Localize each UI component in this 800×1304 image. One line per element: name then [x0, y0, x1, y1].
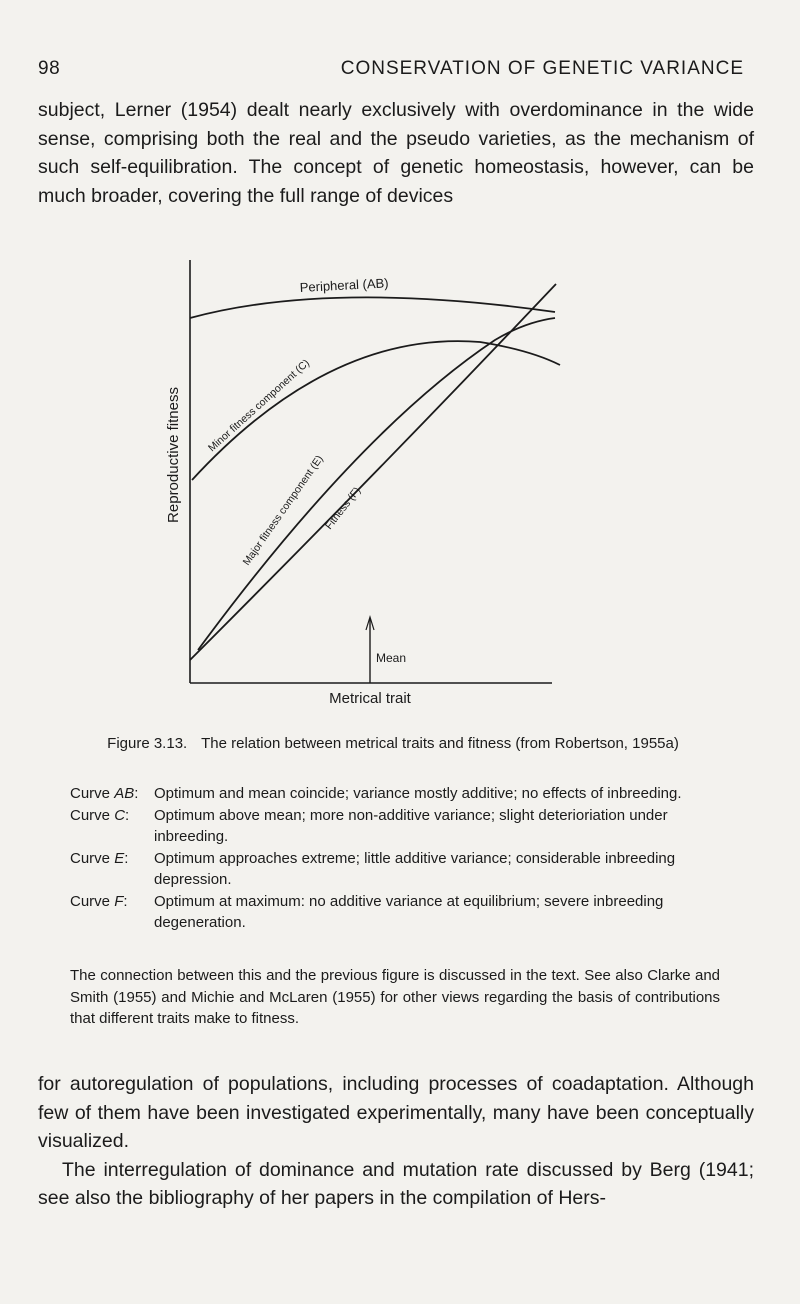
curve-note: Curve F: Optimum at maximum: no additive variance at equilibrium; severe inbreeding degeneration. — [70, 891, 720, 934]
running-header — [38, 58, 752, 86]
curve-e — [198, 318, 555, 650]
curve-ab — [190, 297, 555, 318]
curve-note-text: Optimum above mean; more non-additive variance; slight deterioriation under inbreeding. — [154, 806, 668, 845]
fitness-figure — [0, 255, 800, 705]
figure-caption-text: The relation between metrical traits and fitness (from Robertson, 1955a) — [201, 735, 679, 752]
figure-number: Figure 3.13. — [107, 735, 188, 752]
curve-note: Curve E: Optimum approaches extreme; little additive variance; considerable inbreeding depression. — [70, 848, 720, 891]
curve-note-label: Curve — [70, 806, 115, 824]
bottom-paragraph-1: for autoregulation of populations, including processes of coadaptation. Although few of them have been investigated experimentally, many have been conceptually visualized. — [38, 1073, 754, 1152]
curve-f-label: Fitness (F) — [322, 484, 364, 532]
curve-note-id: C — [114, 806, 126, 824]
curve-ab-label: Peripheral (AB) — [299, 275, 389, 295]
bottom-paragraphs — [38, 1070, 754, 1213]
top-paragraph — [38, 96, 754, 210]
curve-f — [190, 284, 556, 660]
curve-note-label: Curve — [70, 849, 115, 867]
mean-label: Mean — [376, 651, 407, 665]
curve-note-label: Curve — [70, 785, 115, 802]
curve-note: Curve AB: Optimum and mean coincide; variance mostly additive; no effects of inbreeding. — [70, 783, 720, 805]
y-axis-label: Reproductive fitness — [165, 387, 182, 523]
curve-note: Curve C: Optimum above mean; more non-additive variance; slight deterioriation under inbreeding. — [70, 805, 720, 848]
curve-c-label: Minor fitness component (C) — [205, 357, 313, 455]
curve-note-text: Optimum and mean coincide; variance mostly additive; no effects of inbreeding. — [154, 785, 682, 802]
top-paragraph-text: subject, Lerner (1954) dealt nearly exclusively with overdominance in the wide sense, comprising both the real and the pseudo varieties, as the mechanism of such self-equilibration. The concept of genetic homeostasis, however, can be much broader, covering the full range of devices — [38, 99, 754, 207]
curve-note-id: E — [114, 849, 125, 867]
curve-note-label: Curve — [70, 892, 115, 910]
curve-note-id: AB — [114, 785, 135, 802]
curve-e-label: Major fitness component (E) — [240, 453, 326, 568]
curve-note-id: F — [114, 892, 124, 910]
figure-caption — [70, 733, 716, 754]
page-number: 98 — [38, 58, 61, 79]
x-axis-label: Metrical trait — [329, 690, 411, 705]
figure-notes-paragraph: The connection between this and the previous figure is discussed in the text. See also Clarke and Smith (1955) and Michie and McLaren (1955) for other views regarding the basis of contributions that different traits make to fitness. — [70, 967, 720, 1027]
curve-note-text: Optimum approaches extreme; little additive variance; considerable inbreeding depression. — [154, 849, 676, 888]
curve-note-text: Optimum at maximum: no additive variance at equilibrium; severe inbreeding degeneration. — [154, 892, 664, 931]
bottom-paragraph-2: The interregulation of dominance and mutation rate discussed by Berg (1941; see also the bibliography of her papers in the compilation of Hers- — [38, 1158, 754, 1209]
curve-notes — [70, 783, 720, 934]
running-title: CONSERVATION OF GENETIC VARIANCE — [340, 58, 744, 79]
